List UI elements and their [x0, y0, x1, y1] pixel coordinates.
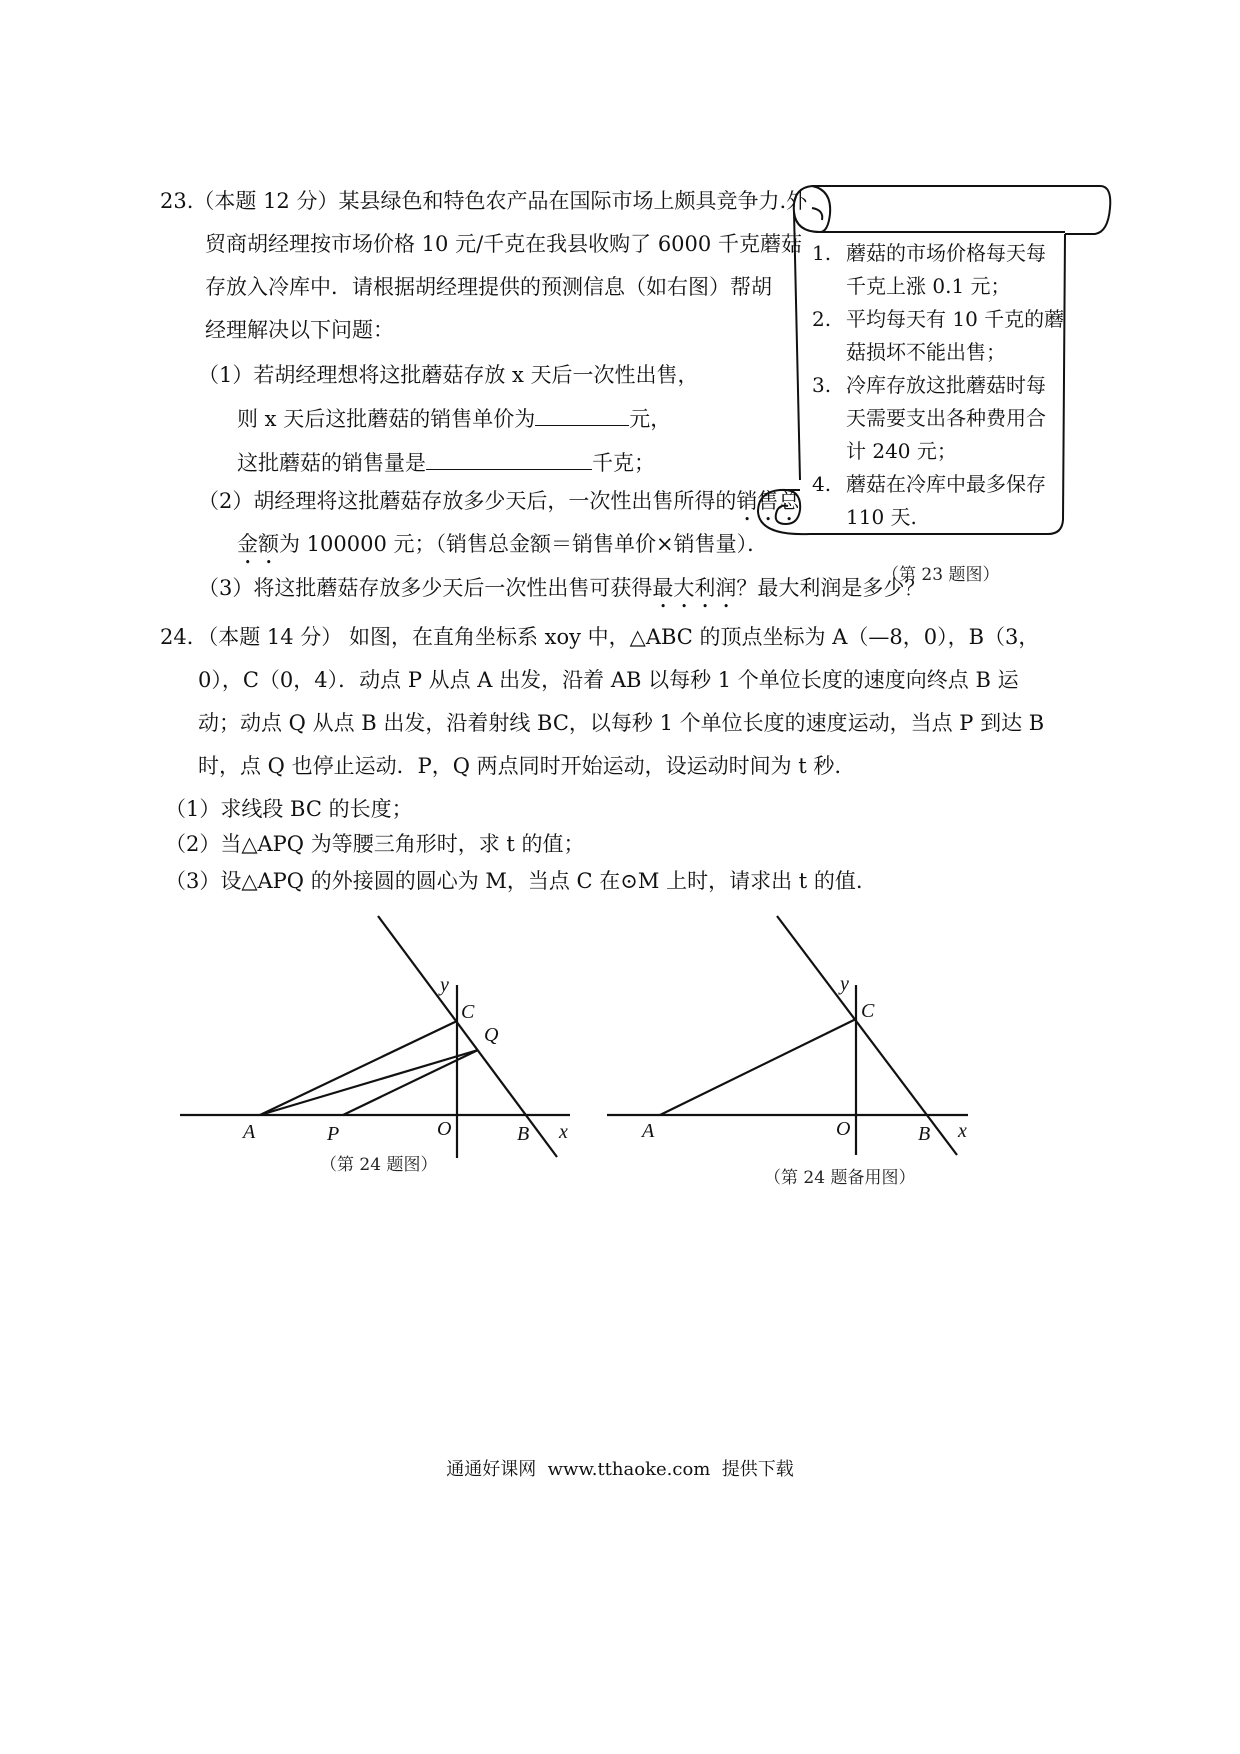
q23-part2-text: （2）胡经理将这批蘑菇存放多少天后，一次性出售所得的	[198, 489, 737, 513]
fig1-label-y: y	[440, 974, 449, 996]
q23-line-4: 经理解决以下问题：	[205, 318, 394, 342]
scroll-item-3-line-1: 冷库存放这批蘑菇时每	[846, 373, 1046, 397]
fig2-label-o: O	[836, 1118, 851, 1140]
fig2-label-x: x	[958, 1120, 967, 1142]
fig1-segment-aq	[260, 1050, 478, 1115]
q23-line-3: 存放入冷库中．请根据胡经理提供的预测信息（如右图）帮胡	[205, 275, 772, 299]
scroll-item-2-line-1: 平均每天有 10 千克的蘑	[846, 307, 1065, 331]
q24-line-3: 动；动点 Q 从点 B 出发，沿着射线 BC，以每秒 1 个单位长度的速度运动，当点 P 到达 B	[198, 711, 1045, 735]
q23-part1-volume-unit: 千克；	[592, 451, 655, 475]
fig2-label-a: A	[642, 1120, 655, 1142]
q23-part1-line-a: （1）若胡经理想将这批蘑菇存放 x 天后一次性出售，	[198, 363, 699, 387]
q23-part1-volume-text: 这批蘑菇的销售量是	[237, 451, 426, 475]
fig2-segment-ac	[660, 1019, 856, 1115]
q23-line-2: 贸商胡经理按市场价格 10 元/千克在我县收购了 6000 千克蘑菇	[205, 232, 802, 256]
fig1-label-c: C	[461, 1001, 475, 1023]
q23-part3-tail: ？最大利润是多少？	[736, 576, 926, 600]
q24-line-2: 0），C（0，4）．动点 P 从点 A 出发，沿着 AB 以每秒 1 个单位长度的速度向终点 B 运	[198, 668, 1019, 692]
fig1-label-x: x	[559, 1121, 568, 1143]
fig1-label-b: B	[517, 1123, 530, 1145]
fig2-label-c: C	[861, 1000, 875, 1022]
fig1-label-o: O	[437, 1118, 452, 1140]
scroll-item-3-line-2: 天需要支出各种费用合	[846, 406, 1046, 430]
figure-24-backup-caption: （第 24 题备用图）	[764, 1168, 916, 1188]
q24-line-4: 时，点 Q 也停止运动．P，Q 两点同时开始运动，设运动时间为 t 秒.	[198, 754, 842, 778]
q24-subquestion-3: （3）设△APQ 的外接圆的圆心为 M，当点 C 在⊙M 上时，请求出 t 的值.	[165, 869, 863, 893]
q23-part2-formula: 为 100000 元；（销售总金额＝销售单价×销售量）．	[279, 532, 769, 556]
scroll-item-1-num: 1.	[812, 241, 832, 265]
scroll-item-1-line-1: 蘑菇的市场价格每天每	[846, 241, 1046, 265]
scroll-item-4-line-2: 110 天.	[846, 505, 917, 529]
q23-figure-caption: （第 23 题图）	[882, 565, 1000, 585]
q23-line-1: 23.（本题 12 分）某县绿色和特色农产品在国际市场上颇具竞争力.外	[160, 189, 808, 213]
page-footer: 通通好课网 www.tthaoke.com 提供下载	[446, 1459, 794, 1480]
scroll-item-4-num: 4.	[812, 472, 832, 496]
fig1-label-p: P	[327, 1123, 340, 1145]
scroll-item-3-num: 3.	[812, 373, 832, 397]
fig1-label-q: Q	[484, 1024, 499, 1046]
q23-part1-price-unit: 元，	[629, 407, 672, 431]
fig1-segment-ac	[260, 1021, 457, 1115]
scroll-item-1-line-2: 千克上涨 0.1 元；	[846, 274, 1011, 298]
q23-part1-price-text: 则 x 天后这批蘑菇的销售单价为	[237, 407, 536, 431]
q23-part3-emphasis: 最大利润	[652, 576, 737, 600]
figure-24-caption: （第 24 题图）	[320, 1155, 438, 1175]
fig1-line-bc	[378, 916, 557, 1157]
q23-part2-emphasis: 销售总	[736, 489, 800, 513]
q23-part2-emphasis-2: 金额	[237, 532, 279, 556]
q23-part3-text: （3）将这批蘑菇存放多少天后一次性出售可获得	[198, 576, 653, 600]
scroll-item-2-line-2: 菇损坏不能出售；	[846, 340, 1006, 364]
q24-subquestion-2: （2）当△APQ 为等腰三角形时，求 t 的值；	[165, 832, 585, 856]
q24-line-1: 24．（本题 14 分） 如图，在直角坐标系 xoy 中，△ABC 的顶点坐标为 A（—8，0），B（3，	[160, 625, 1040, 649]
scroll-item-3-line-3: 计 240 元；	[846, 439, 957, 463]
fig2-label-y: y	[840, 973, 849, 995]
fig2-line-bc	[777, 916, 957, 1155]
scroll-item-4-line-1: 蘑菇在冷库中最多保存	[846, 472, 1046, 496]
fig2-label-b: B	[918, 1123, 931, 1145]
fig1-label-a: A	[243, 1121, 256, 1143]
q24-subquestion-1: （1）求线段 BC 的长度；	[165, 797, 413, 821]
scroll-item-2-num: 2.	[812, 307, 832, 331]
